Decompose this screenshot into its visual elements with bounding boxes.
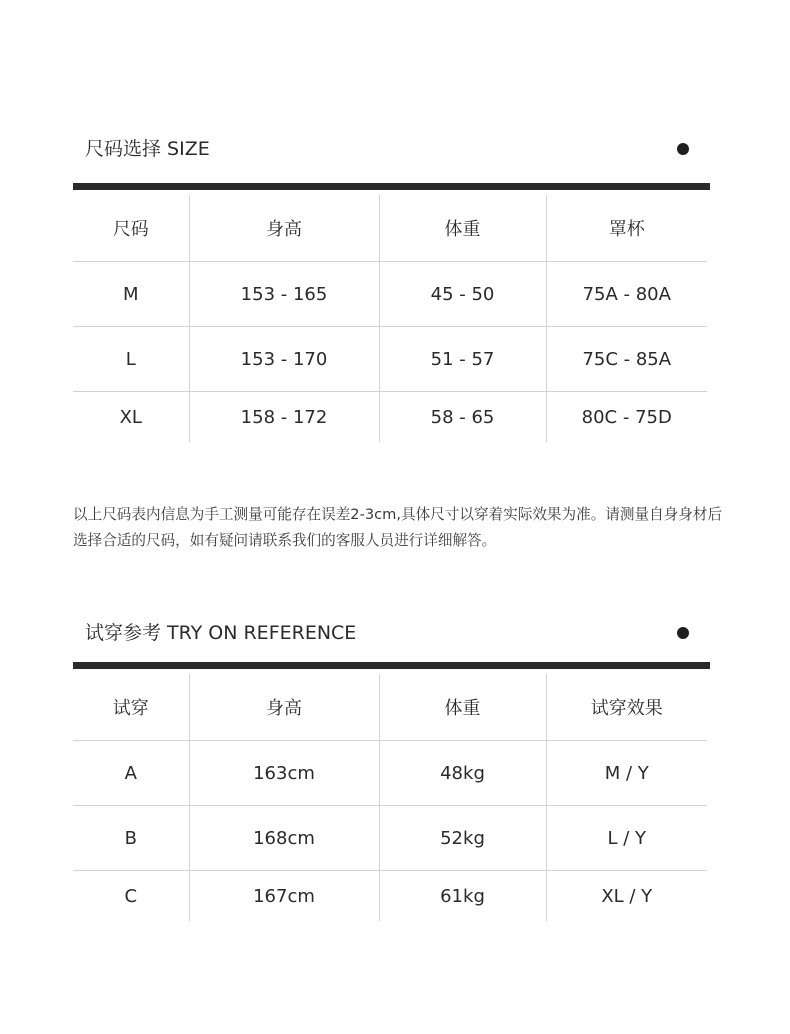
table-cell: M xyxy=(73,262,189,327)
size-table xyxy=(73,195,707,442)
table-row xyxy=(73,806,707,871)
table-row xyxy=(73,327,707,392)
header-cell: 体重 xyxy=(379,195,546,262)
bullet-dot-icon xyxy=(677,627,689,639)
table-cell: 51 - 57 xyxy=(379,327,546,392)
try-section-rule xyxy=(73,662,710,669)
header-cell: 身高 xyxy=(189,674,379,741)
table-cell: B xyxy=(73,806,189,871)
table-cell: XL / Y xyxy=(546,871,707,922)
table-cell: 153 - 165 xyxy=(189,262,379,327)
table-cell: 61kg xyxy=(379,871,546,922)
table-cell: 75A - 80A xyxy=(546,262,707,327)
size-section-title: 尺码选择 SIZE xyxy=(85,138,210,160)
table-cell: XL xyxy=(73,392,189,443)
table-cell: 58 - 65 xyxy=(379,392,546,443)
bullet-dot-icon xyxy=(677,143,689,155)
table-header-row xyxy=(73,195,707,262)
table-cell: 168cm xyxy=(189,806,379,871)
header-cell: 身高 xyxy=(189,195,379,262)
table-cell: 75C - 85A xyxy=(546,327,707,392)
table-cell: 167cm xyxy=(189,871,379,922)
size-section-header xyxy=(85,134,705,164)
table-cell: M / Y xyxy=(546,741,707,806)
table-header-row xyxy=(73,674,707,741)
table-cell: L xyxy=(73,327,189,392)
table-cell: 158 - 172 xyxy=(189,392,379,443)
header-cell: 体重 xyxy=(379,674,546,741)
header-cell: 罩杯 xyxy=(546,195,707,262)
header-cell: 试穿效果 xyxy=(546,674,707,741)
table-row xyxy=(73,262,707,327)
table-row xyxy=(73,741,707,806)
table-cell: 153 - 170 xyxy=(189,327,379,392)
table-row xyxy=(73,392,707,443)
header-cell: 尺码 xyxy=(112,219,149,240)
table-cell: 45 - 50 xyxy=(379,262,546,327)
try-table xyxy=(73,674,707,921)
table-cell: A xyxy=(73,741,189,806)
table-row xyxy=(73,871,707,922)
table-cell: L / Y xyxy=(546,806,707,871)
size-note-text: 以上尺码表内信息为手工测量可能存在误差2-3cm,具体尺寸以穿着实际效果为准。请测量自身身材后选择合适的尺码，如有疑问请联系我们的客服人员进行详细解答。 xyxy=(73,506,723,549)
header-cell: 试穿 xyxy=(112,698,149,719)
try-section-title: 试穿参考 TRY ON REFERENCE xyxy=(85,622,357,644)
size-section-rule xyxy=(73,183,710,190)
try-section-header xyxy=(85,618,705,648)
table-cell: 80C - 75D xyxy=(546,392,707,443)
table-cell: 48kg xyxy=(379,741,546,806)
table-cell: 52kg xyxy=(379,806,546,871)
table-cell: 163cm xyxy=(189,741,379,806)
table-cell: C xyxy=(73,871,189,922)
